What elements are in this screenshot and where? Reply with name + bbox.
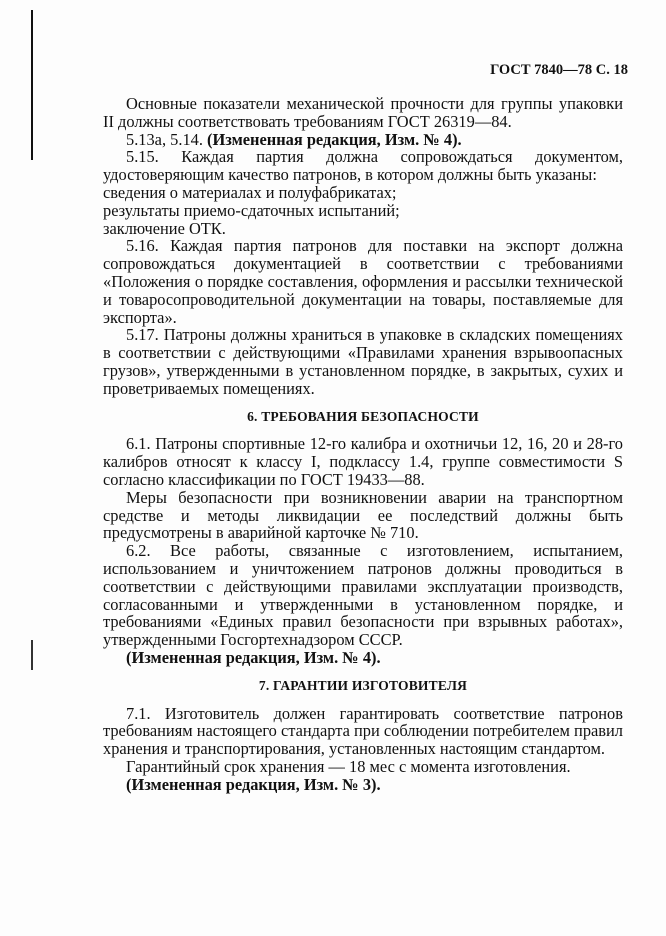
- paragraph-6-1-measures: Меры безопасности при возникновении аварии на транспортном средстве и методы ликвидации ее последствий должны быть предусмотрены в аварийной карточке № 710.: [103, 487, 623, 543]
- clause-ref: 5.13а, 5.14.: [126, 129, 203, 149]
- paragraph-6-2: 6.2. Все работы, связанные с изготовлением, испытанием, использованием и уничтожением патронов должны проводиться в соответствии с действующими правилами эксплуатации производств, согласованными и утвержденными в установленном порядке, и требованиями «Единых правил безопасности при взрывных работах», утвержденными Госгортехнадзором СССР.: [103, 541, 623, 650]
- running-head: ГОСТ 7840—78 С. 18: [490, 62, 628, 78]
- scan-margin-line: [31, 10, 33, 160]
- paragraph-5-13a: [103, 131, 623, 149]
- list-item: результаты приемо-сдаточных испытаний;: [103, 200, 400, 220]
- section-heading-6: 6. ТРЕБОВАНИЯ БЕЗОПАСНОСТИ: [247, 408, 479, 424]
- list-item: заключение ОТК.: [103, 218, 226, 238]
- amendment-note: (Измененная редакция, Изм. № 4).: [207, 129, 462, 149]
- list-item: сведения о материалах и полуфабрикатах;: [103, 182, 397, 202]
- paragraph-5-15: 5.15. Каждая партия должна сопровождаться документом, удостоверяющим качество патронов, в котором должны быть указаны:: [103, 147, 623, 185]
- paragraph-6-1: 6.1. Патроны спортивные 12-го калибра и охотничьи 12, 16, 20 и 28-го калибров относят к классу I, подклассу 1.4, группе совместимости S согласно классификации по ГОСТ 19433—88.: [103, 434, 623, 489]
- amendment-note: (Измененная редакция, Изм. № 4).: [126, 647, 381, 667]
- paragraph-5-17: 5.17. Патроны должны храниться в упаковке в складских помещениях в соответствии с действующими «Правилами хранения взрывоопасных грузов», утвержденными в установленном порядке, в закрытых, сухих и проветриваемых помещениях.: [103, 325, 623, 398]
- paragraph-strength: Основные показатели механической прочности для группы упаковки II должны соответствовать требованиям ГОСТ 26319—84.: [103, 94, 623, 131]
- section-heading-7: 7. ГАРАНТИИ ИЗГОТОВИТЕЛЯ: [258, 677, 468, 693]
- document-body: [103, 95, 623, 793]
- paragraph-7-1: 7.1. Изготовитель должен гарантировать соответствие патронов требованиям настоящего стандарта при соблюдении потребителем правил хранения и транспортирования, установленных настоящим стандартом.: [103, 703, 623, 759]
- paragraph-5-16: 5.16. Каждая партия патронов для поставки на экспорт должна сопровождаться документацией в соответствии с требованиями «Положения о порядке составления, оформления и рассылки технической и товаросопроводительной документации на товары, поставляемые для экспорта».: [103, 236, 623, 327]
- scan-margin-mark: [31, 640, 33, 670]
- amendment-note: (Измененная редакция, Изм. № 3).: [126, 774, 381, 794]
- paragraph-warranty-period: Гарантийный срок хранения — 18 мес с момента изготовления.: [126, 756, 571, 776]
